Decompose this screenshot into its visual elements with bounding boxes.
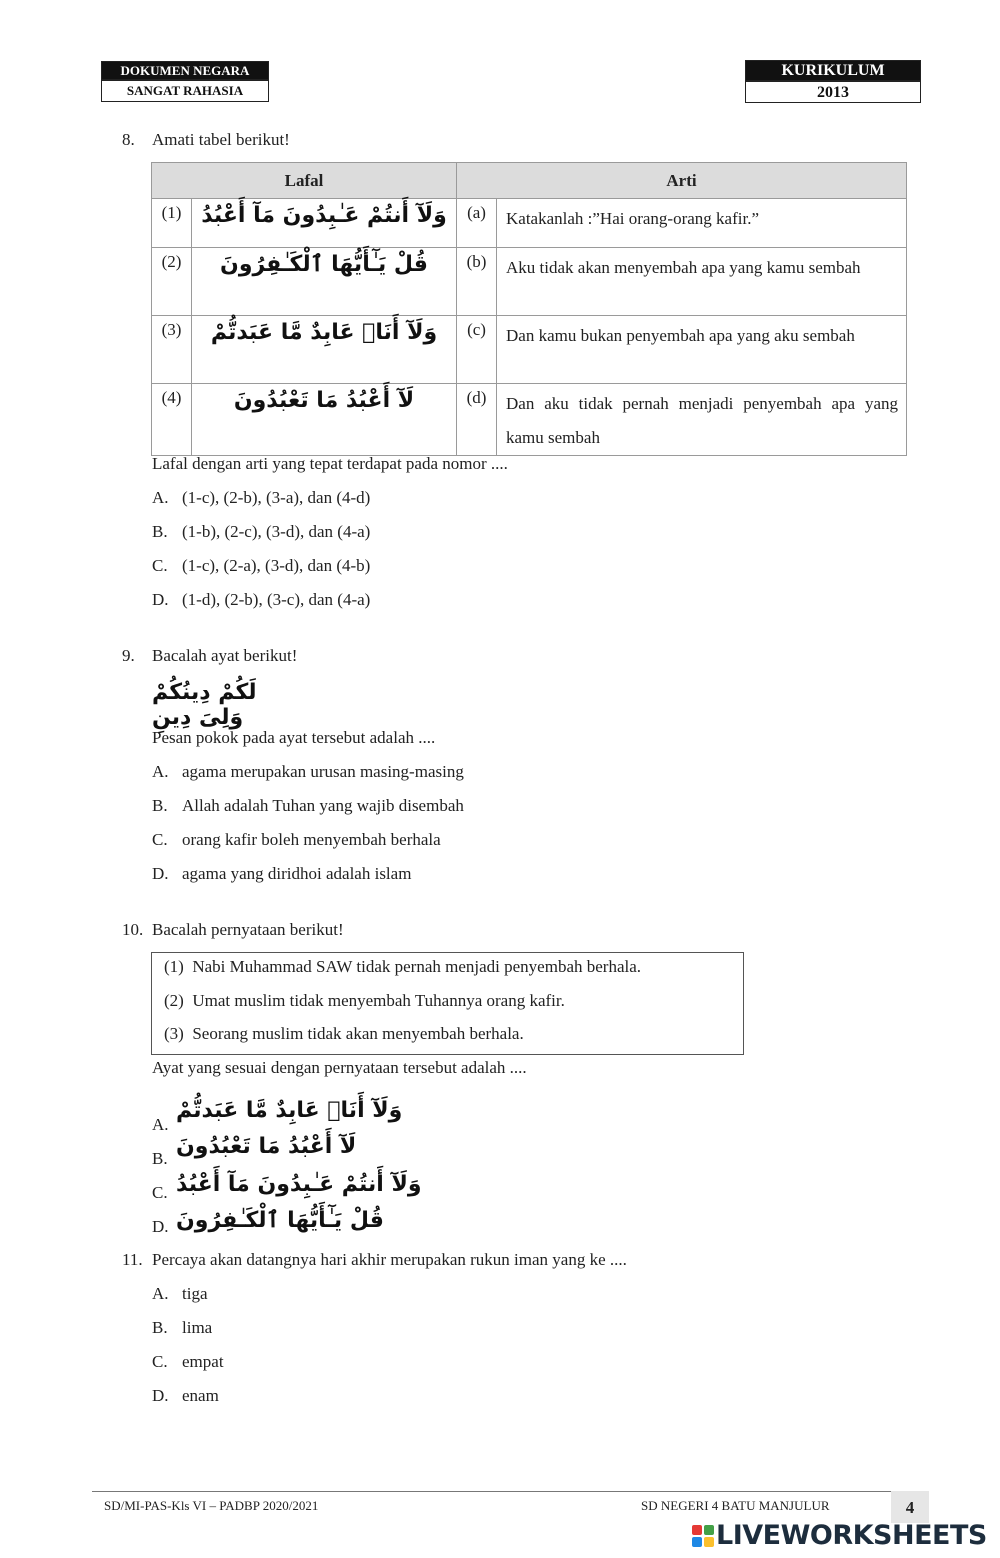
- grid-cell: [704, 1537, 714, 1547]
- row-number: (1): [152, 199, 192, 248]
- row-arabic: وَلَآ أَنَا۠ عَابِدٌ مَّا عَبَدتُّمْ: [192, 316, 457, 384]
- footer-left-text: SD/MI-PAS-Kls VI – PADBP 2020/2021: [104, 1498, 319, 1513]
- footer-right-text: SD NEGERI 4 BATU MANJULUR: [641, 1498, 830, 1513]
- option-text: empat: [182, 1352, 224, 1371]
- statement-text: Umat muslim tidak menyembah Tuhannya orang kafir.: [192, 991, 565, 1010]
- q11-number: 11.: [122, 1250, 143, 1269]
- option-label: A.: [152, 1284, 169, 1303]
- option-text: (1-d), (2-b), (3-c), dan (4-a): [182, 590, 371, 609]
- q10-prompt: Bacalah pernyataan berikut!: [152, 920, 344, 939]
- grid-cell: [692, 1537, 702, 1547]
- option-label: C.: [152, 830, 168, 849]
- option-arabic: قُلْ يَـٰٓأَيُّهَا ٱلْكَـٰفِرُونَ: [176, 1208, 384, 1233]
- doc-header-bottom-left: SANGAT RAHASIA: [101, 80, 269, 102]
- option-arabic: لَآ أَعْبُدُ مَا تَعْبُدُونَ: [176, 1134, 357, 1159]
- statement-number: (1): [164, 957, 184, 976]
- statement-number: (3): [164, 1024, 184, 1043]
- table-header-row: [152, 163, 907, 199]
- liveworksheets-grid-icon: [692, 1525, 714, 1547]
- row-arti: Dan kamu bukan penyembah apa yang aku sembah: [497, 316, 907, 384]
- liveworksheets-logo[interactable]: [692, 1520, 987, 1551]
- row-letter: (a): [457, 199, 497, 248]
- option-label: B.: [152, 796, 168, 815]
- row-arabic: قُلْ يَـٰٓأَيُّهَا ٱلْكَـٰفِرُونَ: [192, 248, 457, 316]
- doc-header-bottom-right: 2013: [745, 81, 921, 103]
- statement-item: [164, 957, 641, 977]
- row-arti: Katakanlah :”Hai orang-orang kafir.”: [497, 199, 907, 248]
- table-row: [152, 384, 907, 456]
- q10-number: 10.: [122, 920, 144, 939]
- grid-cell: [704, 1525, 714, 1535]
- q9-question: Pesan pokok pada ayat tersebut adalah ....: [152, 728, 436, 747]
- option-label: A.: [152, 762, 169, 781]
- statement-box: [151, 952, 744, 1055]
- option-text: (1-c), (2-a), (3-d), dan (4-b): [182, 556, 371, 575]
- option-label: A.: [152, 1115, 169, 1134]
- statement-item: [164, 1024, 524, 1044]
- option-text: tiga: [182, 1284, 208, 1303]
- doc-header-top-right: KURIKULUM: [745, 60, 921, 81]
- q9-prompt: Bacalah ayat berikut!: [152, 646, 298, 665]
- row-arabic: لَآ أَعْبُدُ مَا تَعْبُدُونَ: [192, 384, 457, 456]
- statement-text: Seorang muslim tidak akan menyembah berhala.: [192, 1024, 524, 1043]
- option-text: (1-b), (2-c), (3-d), dan (4-a): [182, 522, 371, 541]
- statement-number: (2): [164, 991, 184, 1010]
- option-text: enam: [182, 1386, 219, 1405]
- q9-arabic-verse: لَكُمْ دِينُكُمْ وَلِىَ دِينِ: [152, 680, 257, 730]
- doc-header-top-left: DOKUMEN NEGARA: [101, 61, 269, 80]
- table-header-arti: Arti: [457, 163, 907, 199]
- grid-cell: [692, 1525, 702, 1535]
- statement-item: [164, 991, 565, 1011]
- option-text: lima: [182, 1318, 213, 1337]
- q11-question: Percaya akan datangnya hari akhir merupakan rukun iman yang ke ....: [152, 1250, 627, 1269]
- row-number: (3): [152, 316, 192, 384]
- table-row: [152, 199, 907, 248]
- option-text: (1-c), (2-b), (3-a), dan (4-d): [182, 488, 371, 507]
- q10-question: Ayat yang sesuai dengan pernyataan tersebut adalah ....: [152, 1058, 527, 1077]
- q8-question: Lafal dengan arti yang tepat terdapat pada nomor ....: [152, 454, 508, 473]
- option-label: C.: [152, 1183, 168, 1202]
- option-label: B.: [152, 1318, 168, 1337]
- option-arabic: وَلَآ أَنتُمْ عَـٰبِدُونَ مَآ أَعْبُدُ: [176, 1172, 422, 1197]
- option-text: agama merupakan urusan masing-masing: [182, 762, 464, 781]
- option-label: D.: [152, 1217, 169, 1236]
- table-row: [152, 316, 907, 384]
- row-arti: Dan aku tidak pernah menjadi penyembah apa yang kamu sembah: [497, 384, 907, 456]
- option-label: D.: [152, 1386, 169, 1405]
- footer-divider: [92, 1491, 892, 1492]
- row-arabic: وَلَآ أَنتُمْ عَـٰبِدُونَ مَآ أَعْبُدُ: [192, 199, 457, 248]
- option-label: C.: [152, 1352, 168, 1371]
- option-label: A.: [152, 488, 169, 507]
- page-number: 4: [891, 1491, 929, 1523]
- q9-number: 9.: [122, 646, 135, 665]
- row-number: (4): [152, 384, 192, 456]
- statement-text: Nabi Muhammad SAW tidak pernah menjadi penyembah berhala.: [192, 957, 642, 976]
- q8-prompt: Amati tabel berikut!: [152, 130, 290, 149]
- option-arabic: وَلَآ أَنَا۠ عَابِدٌ مَّا عَبَدتُّمْ: [176, 1098, 403, 1123]
- row-number: (2): [152, 248, 192, 316]
- option-label: D.: [152, 590, 169, 609]
- row-letter: (c): [457, 316, 497, 384]
- option-text: Allah adalah Tuhan yang wajib disembah: [182, 796, 464, 815]
- row-letter: (d): [457, 384, 497, 456]
- q8-number: 8.: [122, 130, 135, 149]
- lafal-arti-table: [151, 162, 907, 456]
- option-label: B.: [152, 1149, 168, 1168]
- option-label: C.: [152, 556, 168, 575]
- option-text: orang kafir boleh menyembah berhala: [182, 830, 441, 849]
- row-letter: (b): [457, 248, 497, 316]
- row-arti: Aku tidak akan menyembah apa yang kamu sembah: [497, 248, 907, 316]
- liveworksheets-wordmark: LIVEWORKSHEETS: [716, 1520, 987, 1551]
- table-row: [152, 248, 907, 316]
- option-text: agama yang diridhoi adalah islam: [182, 864, 412, 883]
- option-label: B.: [152, 522, 168, 541]
- table-header-lafal: Lafal: [152, 163, 457, 199]
- option-label: D.: [152, 864, 169, 883]
